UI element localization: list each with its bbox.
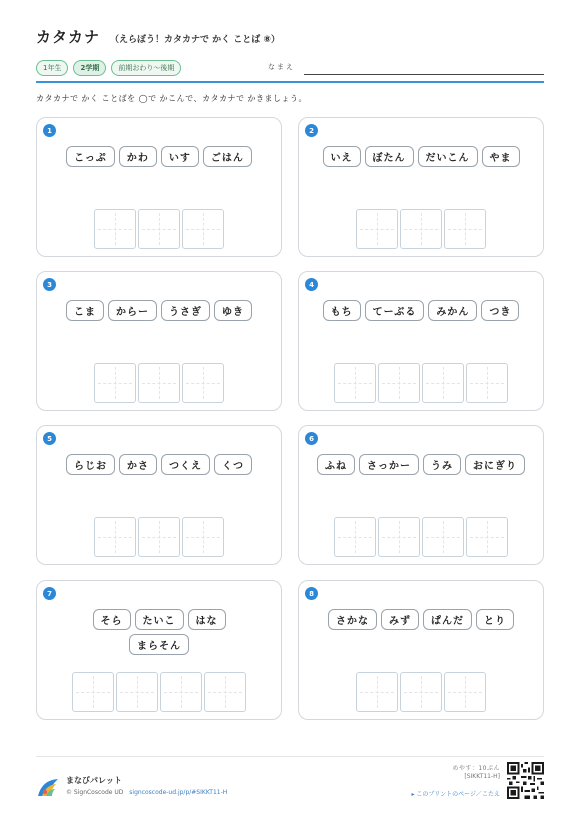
name-field-line[interactable] xyxy=(304,74,544,75)
grade-badge: 1年生 xyxy=(36,60,68,76)
problem-number: 2 xyxy=(305,124,318,137)
answer-boxes xyxy=(299,209,543,249)
brand-name: まなびパレット xyxy=(66,776,122,785)
problem-card xyxy=(298,271,544,411)
answer-box[interactable] xyxy=(138,209,180,249)
print-url-link[interactable]: signcoscode-ud.jp/p/#SIKKT11-H xyxy=(129,789,228,796)
page-subtitle: （えらぼう！カタカナで かく ことば ⑧） xyxy=(110,35,281,45)
copyright xyxy=(66,789,227,796)
word-choice[interactable]: かわ xyxy=(119,146,157,167)
answer-box[interactable] xyxy=(182,517,224,557)
answer-boxes xyxy=(37,672,281,712)
answer-box[interactable] xyxy=(356,209,398,249)
answer-box[interactable] xyxy=(400,209,442,249)
answer-box[interactable] xyxy=(334,363,376,403)
answer-box[interactable] xyxy=(444,672,486,712)
answer-box[interactable] xyxy=(182,363,224,403)
word-choices xyxy=(43,300,275,321)
word-choices xyxy=(305,454,537,475)
manabi-palette-logo-icon xyxy=(36,776,62,798)
problem-card xyxy=(36,271,282,411)
answer-box[interactable] xyxy=(138,363,180,403)
name-label: なまえ xyxy=(268,63,295,71)
word-choice[interactable]: とり xyxy=(476,609,514,630)
problem-card xyxy=(36,580,282,720)
word-choice[interactable]: さかな xyxy=(328,609,377,630)
word-choice[interactable]: おにぎり xyxy=(465,454,525,475)
answer-box[interactable] xyxy=(94,517,136,557)
answer-box[interactable] xyxy=(72,672,114,712)
answer-box[interactable] xyxy=(466,517,508,557)
answer-box[interactable] xyxy=(422,363,464,403)
problem-number: 8 xyxy=(305,587,318,600)
word-choices xyxy=(305,609,537,630)
print-code: [SIKKT11-H] xyxy=(464,773,500,780)
page-title: カタカナ xyxy=(36,28,101,46)
word-choice[interactable]: こま xyxy=(66,300,104,321)
word-choice[interactable]: うさぎ xyxy=(161,300,210,321)
word-choices xyxy=(43,609,275,655)
answer-box[interactable] xyxy=(400,672,442,712)
problem-number: 1 xyxy=(43,124,56,137)
answer-box[interactable] xyxy=(356,672,398,712)
word-choice[interactable]: みかん xyxy=(428,300,477,321)
answer-boxes xyxy=(37,209,281,249)
word-choice[interactable]: もち xyxy=(323,300,361,321)
problem-card xyxy=(36,425,282,565)
word-choice[interactable]: からー xyxy=(108,300,157,321)
word-choices xyxy=(43,146,275,167)
answer-box[interactable] xyxy=(138,517,180,557)
answer-box[interactable] xyxy=(378,363,420,403)
instructions: カタカナで かく ことばを ◯で かこんで、カタカナで かきましょう。 xyxy=(36,94,308,103)
word-choice[interactable]: そら xyxy=(93,609,131,630)
word-choice[interactable]: いす xyxy=(161,146,199,167)
answer-box[interactable] xyxy=(94,209,136,249)
period-badge: 前期おわり～後期 xyxy=(111,60,181,76)
time-estimate: めやす：10ぷん xyxy=(452,765,500,772)
qr-code-icon[interactable] xyxy=(507,762,544,799)
word-choice[interactable]: うみ xyxy=(423,454,461,475)
word-choice[interactable]: さっかー xyxy=(359,454,419,475)
word-choice[interactable]: こっぷ xyxy=(66,146,115,167)
answer-box[interactable] xyxy=(334,517,376,557)
answer-boxes xyxy=(299,517,543,557)
answer-boxes xyxy=(299,363,543,403)
problem-number: 7 xyxy=(43,587,56,600)
answer-box[interactable] xyxy=(116,672,158,712)
answer-box[interactable] xyxy=(204,672,246,712)
answer-boxes xyxy=(37,517,281,557)
word-choices xyxy=(305,300,537,321)
word-choice[interactable]: かさ xyxy=(119,454,157,475)
word-choice[interactable]: ゆき xyxy=(214,300,252,321)
problem-number: 3 xyxy=(43,278,56,291)
answer-box[interactable] xyxy=(160,672,202,712)
word-choice[interactable]: だいこん xyxy=(418,146,478,167)
word-choices xyxy=(43,454,275,475)
answer-box[interactable] xyxy=(444,209,486,249)
term-badge: 2学期 xyxy=(73,60,106,76)
problem-number: 5 xyxy=(43,432,56,445)
answer-box[interactable] xyxy=(94,363,136,403)
word-choice[interactable]: まらそん xyxy=(129,634,189,655)
answer-page-link[interactable]: ▸ このプリントのページ／こたえ xyxy=(411,791,500,798)
problem-card xyxy=(298,117,544,257)
word-choice[interactable]: やま xyxy=(482,146,520,167)
word-choice[interactable]: ふね xyxy=(317,454,355,475)
word-choice[interactable]: らじお xyxy=(66,454,115,475)
answer-box[interactable] xyxy=(466,363,508,403)
word-choice[interactable]: てーぶる xyxy=(365,300,425,321)
footer-divider xyxy=(36,756,544,757)
word-choice[interactable]: つき xyxy=(481,300,519,321)
word-choice[interactable]: くつ xyxy=(214,454,252,475)
answer-boxes xyxy=(37,363,281,403)
problem-card xyxy=(298,425,544,565)
word-choice[interactable]: ぼたん xyxy=(365,146,414,167)
answer-boxes xyxy=(299,672,543,712)
header-divider xyxy=(36,81,544,83)
word-choice[interactable]: ぱんだ xyxy=(423,609,472,630)
problem-card xyxy=(36,117,282,257)
word-choice[interactable]: ごはん xyxy=(203,146,252,167)
problem-card xyxy=(298,580,544,720)
problem-number: 4 xyxy=(305,278,318,291)
word-choice[interactable]: いえ xyxy=(323,146,361,167)
answer-box[interactable] xyxy=(378,517,420,557)
problem-number: 6 xyxy=(305,432,318,445)
answer-box[interactable] xyxy=(422,517,464,557)
answer-box[interactable] xyxy=(182,209,224,249)
word-choice[interactable]: たいこ xyxy=(135,609,184,630)
word-choice[interactable]: つくえ xyxy=(161,454,210,475)
word-choice[interactable]: はな xyxy=(188,609,226,630)
title-row xyxy=(36,26,280,47)
word-choice[interactable]: みず xyxy=(381,609,419,630)
word-choices xyxy=(305,146,537,167)
copyright-text: © SignCoscode UD xyxy=(66,789,124,796)
meta-row xyxy=(36,60,544,76)
